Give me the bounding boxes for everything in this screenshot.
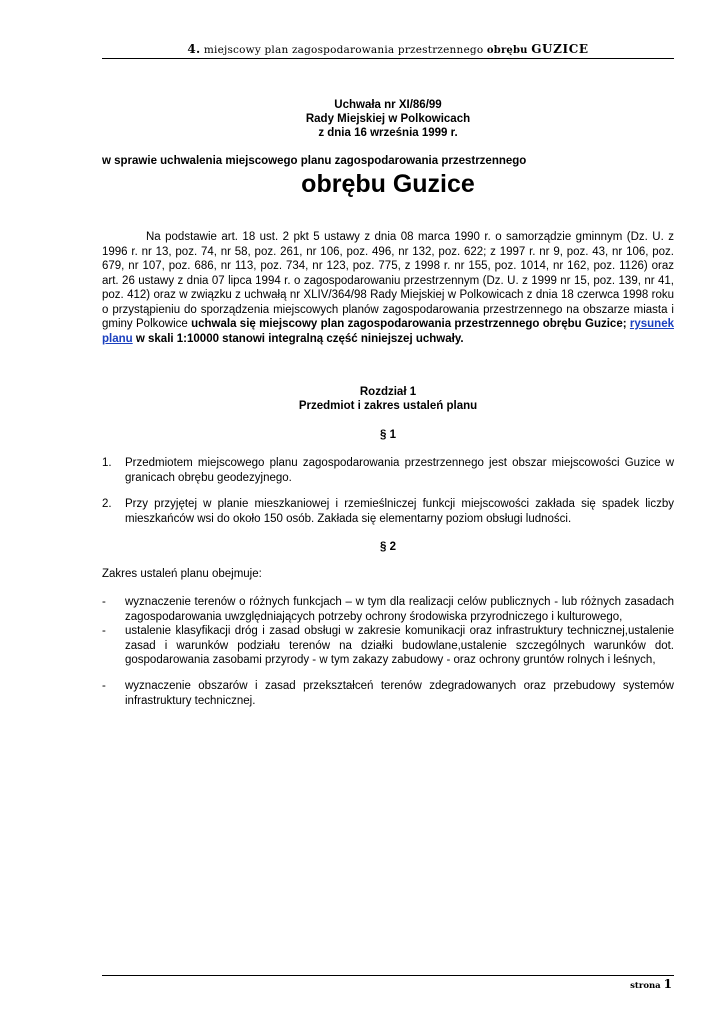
- page-label: strona: [630, 981, 661, 991]
- item-marker: -: [102, 596, 106, 608]
- running-header: [102, 42, 674, 56]
- resolution-council: Rady Miejskiej w Polkowicach: [305, 113, 471, 125]
- chapter-number: Rozdział 1: [359, 386, 417, 398]
- header-bold-text: obrębu: [486, 45, 528, 56]
- chapter-title: Przedmiot i zakres ustaleń planu: [298, 400, 478, 412]
- page-footer: [630, 977, 672, 991]
- section-1-item: [102, 497, 674, 526]
- resolution-number: Uchwała nr XI/86/99: [334, 99, 442, 111]
- footer-divider: [102, 975, 674, 976]
- section-2-item: [102, 624, 674, 668]
- page-number: 1: [663, 977, 672, 991]
- resolution-title: [102, 98, 674, 140]
- preamble-text: Na podstawie art. 18 ust. 2 pkt 5 ustawy z dnia 08 marca 1990 r. o samorządzie gminnym (Dz. U. z 1996 r. nr 13, poz. 74, nr 58, poz. 261, nr 106, poz. 496, nr 132, poz. 622; z 1997 r. nr 9, poz. 43, nr 106, poz. 679, nr 107, poz. 686, nr 113, poz. 734, nr 123, poz. 775, z 1998 r. nr 155, poz. 1014, nr 162, poz. 1126) oraz art. 26 ustawy z dnia 07 lipca 1994 r. o zagospodarowaniu przestrzennym (Dz. U. z 1999 nr 15, poz. 139, nr 41, poz. 412) oraz w związku z uchwałą nr XLIV/364/98 Rady Miejskiej w Polkowicach z dnia 18 czerwca 1998 roku o przystąpieniu do sporządzenia miejscowych planów zagospodarowania przestrzennego na obszarze miasta i gminy Polkowice: [102, 231, 674, 330]
- item-text: wyznaczenie terenów o różnych funkcjach – w tym dla realizacji celów publicznych - lub różnych zasadach zagospodarowania uwzględniających potrzeby ochrony środowiska przyrodniczego i kulturowego,: [125, 596, 674, 623]
- header-divider: [102, 58, 674, 59]
- section-2-intro: Zakres ustaleń planu obejmuje:: [102, 568, 262, 580]
- section-2-item: [102, 595, 674, 624]
- preamble-bold-2: w skali 1:10000 stanowi integralną część niniejszej uchwały.: [135, 332, 464, 345]
- resolution-date: z dnia 16 września 1999 r.: [318, 127, 458, 139]
- main-title: obrębu Guzice: [301, 170, 475, 198]
- item-marker: -: [102, 625, 106, 637]
- plan-drawing-link[interactable]: rysunek planu: [102, 318, 674, 345]
- preamble-bold-1: uchwala się miejscowy plan zagospodarowania przestrzennego obrębu Guzice;: [191, 318, 627, 330]
- section-1-label: § 1: [380, 429, 396, 441]
- section-2-label: § 2: [380, 541, 396, 553]
- item-marker: -: [102, 680, 106, 692]
- header-place-name: GUZICE: [531, 42, 589, 56]
- header-number: 4.: [187, 42, 201, 56]
- section-2-item: [102, 679, 674, 708]
- section-1-item: [102, 456, 674, 485]
- item-text: Przedmiotem miejscowego planu zagospodarowania przestrzennego jest obszar miejscowości Guzice w granicach obrębu geodezyjnego.: [125, 457, 674, 484]
- resolution-subject: w sprawie uchwalenia miejscowego planu zagospodarowania przestrzennego: [102, 155, 527, 167]
- item-text: Przy przyjętej w planie mieszkaniowej i rzemieślniczej funkcji miejscowości zakłada się spadek liczby mieszkańców wsi do około 150 osób. Zakłada się elementarny poziom obsługi ludności.: [125, 498, 674, 525]
- item-marker: 2.: [102, 498, 112, 510]
- header-text: miejscowy plan zagospodarowania przestrzennego: [203, 44, 484, 56]
- preamble-paragraph: [102, 230, 674, 346]
- item-text: ustalenie klasyfikacji dróg i zasad obsługi w zakresie komunikacji oraz infrastruktury technicznej,ustalenie zasad i warunków podziału terenów na działki budowlane,ustalenie szczególnych warunków dot. gospodarowania zasobami przyrody - w tym zakazy zabudowy - oraz ochrony gruntów rolnych i leśnych,: [125, 625, 674, 666]
- item-text: wyznaczenie obszarów i zasad przekształceń terenów zdegradowanych oraz przebudowy systemów infrastruktury technicznej.: [125, 680, 674, 707]
- item-marker: 1.: [102, 457, 112, 469]
- chapter-heading: [102, 385, 674, 413]
